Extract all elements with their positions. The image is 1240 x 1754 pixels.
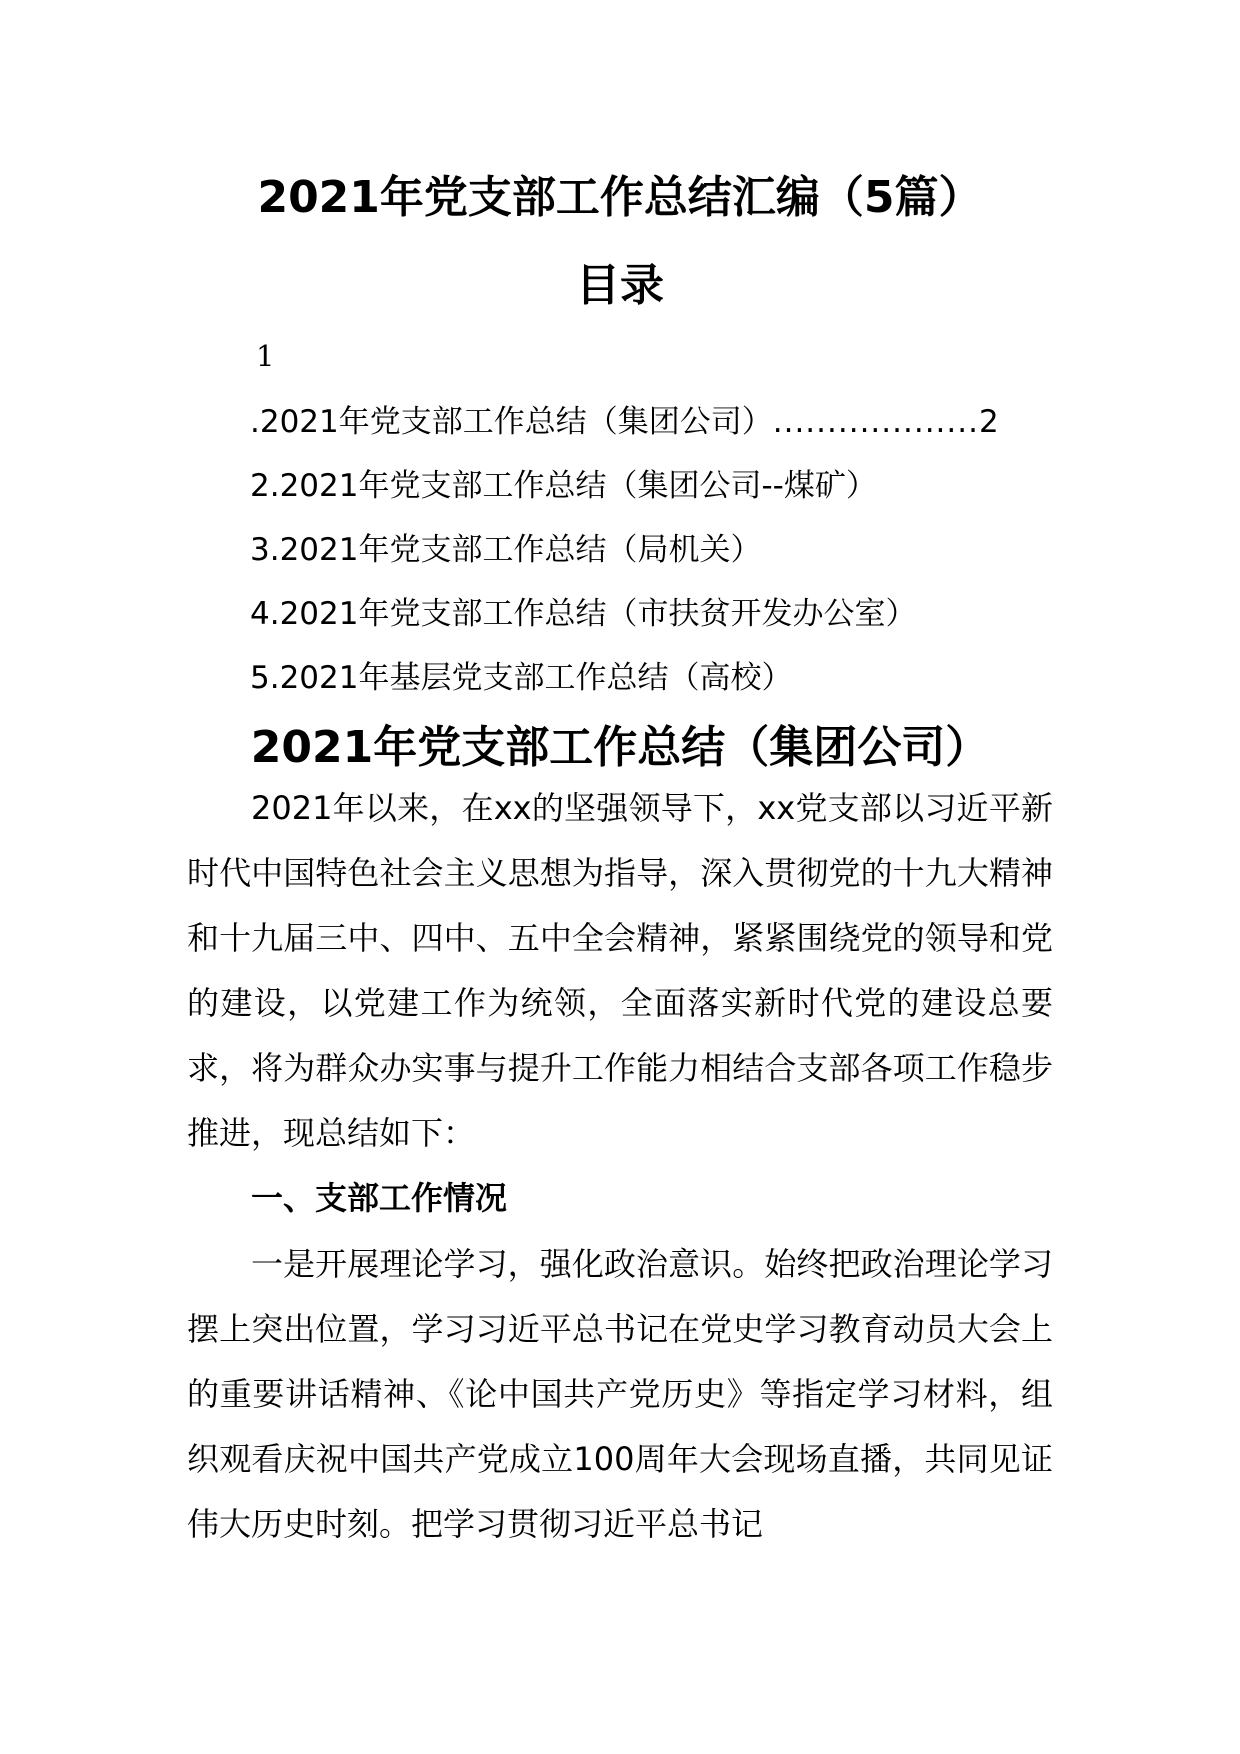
toc-item-number: 1 [256,339,275,373]
body-paragraph-1: 2021年以来，在xx的坚强领导下，xx党支部以习近平新时代中国特色社会主义思想为指导，深入贯彻党的十九大精神和十九届三中、四中、五中全会精神，紧紧围绕党的领导和党的建设，以党建工作为统领，全面落实新时代党的建设总要求，将为群众办实事与提升工作能力相结合支部各项工作稳步推进，现总结如下： [187,789,1053,1152]
toc-item-1[interactable] [250,400,999,444]
toc-heading: 目录 [576,260,664,311]
body-paragraph-2: 一是开展理论学习，强化政治意识。始终把政治理论学习摆上突出位置，学习习近平总书记在党史学习教育动员大会上的重要讲话精神、《论中国共产党历史》等指定学习材料，组织观看庆祝中国共产党成立100周年大会现场直播，共同见证伟大历史时刻。把学习贯彻习近平总书记 [187,1245,1053,1543]
toc-item-1-text: .2021年党支部工作总结（集团公司） [250,404,773,440]
toc-item-2[interactable]: 2.2021年党支部工作总结（集团公司--煤矿） [250,468,877,504]
toc-item-4[interactable]: 4.2021年党支部工作总结（市扶贫开发办公室） [250,596,917,632]
toc-item-1-page: 2 [978,404,999,440]
toc-item-3[interactable]: 3.2021年党支部工作总结（局机关） [250,532,762,568]
section-title: 2021年党支部工作总结（集团公司） [250,722,990,773]
section-subheading: 一、支部工作情况 [251,1179,508,1217]
toc-item-1-leader: ................... [772,404,979,440]
document-title: 2021年党支部工作总结汇编（5篇） [257,172,983,223]
toc-item-5[interactable]: 5.2021年基层党支部工作总结（高校） [250,660,793,696]
